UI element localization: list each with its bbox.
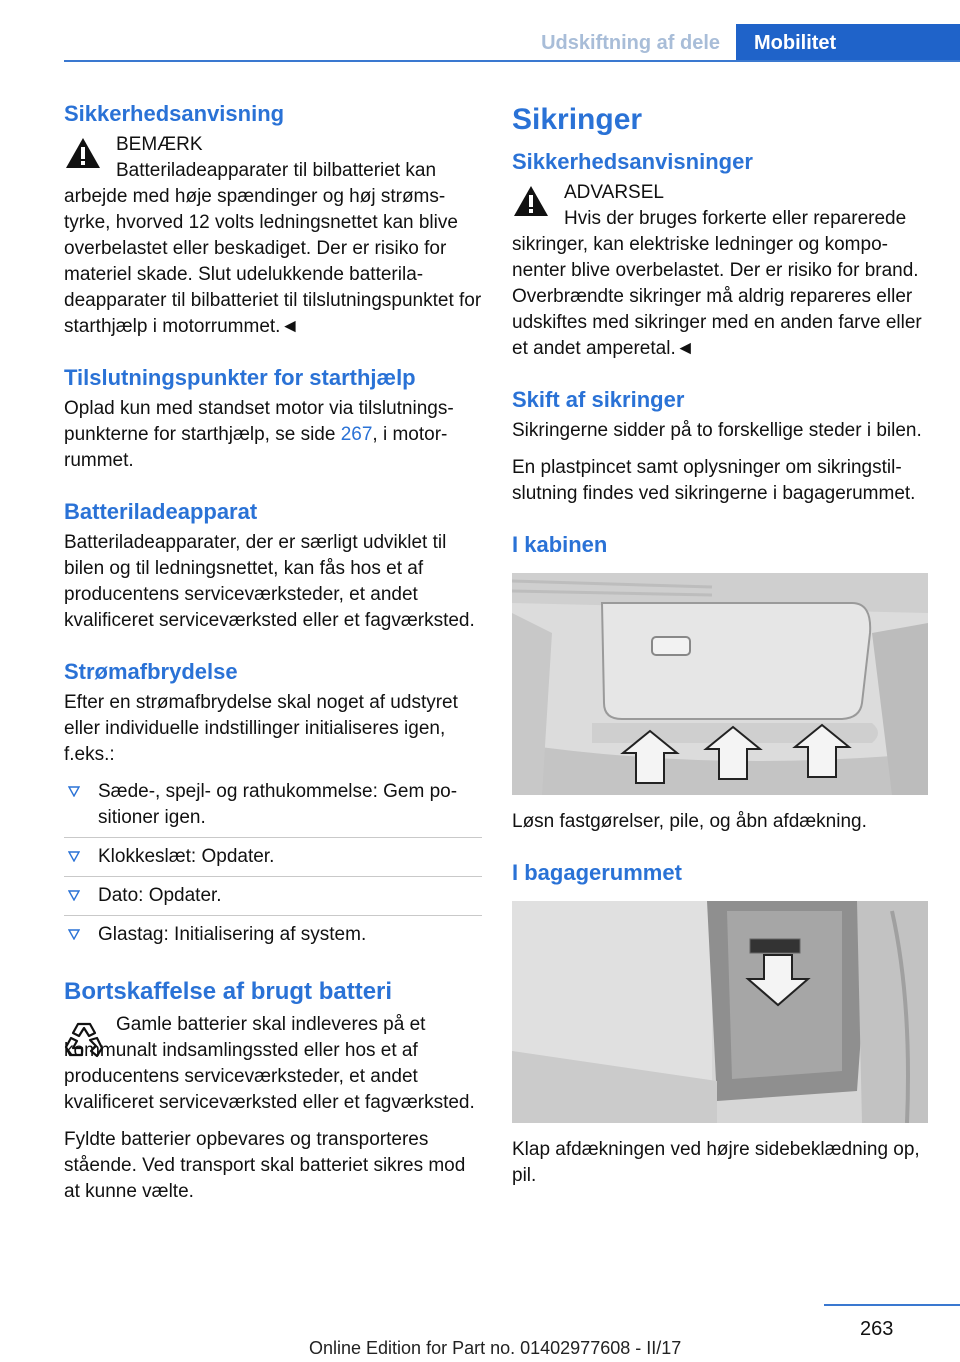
heading-i-kabinen: I kabinen xyxy=(512,532,608,557)
warning-icon xyxy=(512,184,550,218)
glovebox-image xyxy=(512,573,928,795)
running-header-section: Udskiftning af dele xyxy=(541,32,720,54)
warning-label: ADVARSEL xyxy=(564,182,664,203)
triangle-bullet-icon xyxy=(68,851,80,862)
warning-block xyxy=(512,180,930,362)
triangle-bullet-icon xyxy=(68,890,80,901)
header-rule xyxy=(64,60,960,62)
recycle-block xyxy=(64,1012,482,1116)
heading-tilslutningspunkter: Tilslutningspunkter for starthjælp xyxy=(64,365,416,390)
trunk-illustration xyxy=(512,901,928,1123)
footer-rule xyxy=(824,1304,960,1306)
bortskaffelse-text: Gamle batterier skal indleveres på et kommunalt indsamlingssted eller hos et af producentens serviceværksteder, et andet kvalificeret serviceværksted eller et fagværksted. xyxy=(64,1014,475,1113)
recycle-icon xyxy=(64,1018,104,1060)
note-text: Batteriladeapparater til bilbatteriet kan arbejde med høje spændinger og høj strømstyrke, hvorved 12 volts ledningsnettet kan blive overbelastet eller beskadiget. Der er risiko for materiel skade. Slut udelukkende batteriladeapparater til bilbatteriet til tilslutningspunktet for starthjælp i motorrummet.◄ xyxy=(64,160,482,337)
list-item-text: Sæde-, spejl- og rathukommelse: Gem positioner igen. xyxy=(98,781,458,828)
lade-paragraph: Batteriladeapparater, der er særligt udviklet til bilen og til ledningsnettet, kan fås hos et af producentens serviceværksteder, et andet kvalificeret serviceværksted eller et fagværksted. xyxy=(64,532,475,631)
list-item-text: Klokkeslæt: Opdater. xyxy=(98,846,275,867)
heading-sikringer: Sikringer xyxy=(512,103,643,136)
tilslut-paragraph xyxy=(64,396,482,474)
heading-i-bagagerummet: I bagagerummet xyxy=(512,860,682,885)
online-edition-note: Online Edition for Part no. 01402977608 - II/17 xyxy=(309,1338,682,1358)
page-number: 263 xyxy=(860,1318,894,1340)
heading-bortskaffelse: Bortskaffelse af brugt batteri xyxy=(64,978,393,1005)
kabine-caption: Løsn fastgørelser, pile, og åbn afdækning. xyxy=(512,811,867,832)
note-label: BEMÆRK xyxy=(116,134,203,155)
tilslut-text: Oplad kun med standset motor via tilslutningspunkterne for starthjælp, se side xyxy=(64,398,454,445)
left-column xyxy=(64,100,482,1216)
list-item xyxy=(64,844,482,877)
list-item xyxy=(64,883,482,916)
list-item xyxy=(64,922,482,954)
triangle-bullet-icon xyxy=(68,929,80,940)
trunk-image xyxy=(512,901,928,1123)
bortskaffelse-paragraph-2: Fyldte batterier opbevares og transporteres stående. Ved transport skal batteriet sikres mod at kunne vælte. xyxy=(64,1129,466,1202)
heading-batteriladeapparat: Batteriladeapparat xyxy=(64,499,258,524)
right-column xyxy=(512,100,930,1200)
tilslut-text-end: , i motorrummet. xyxy=(64,424,448,471)
cabin-illustration xyxy=(512,573,928,795)
warning-text: Hvis der bruges forkerte eller reparerede sikringer, kan elektriske ledninger og komponenter blive overbelastet. Der er risiko for brand. Overbrændte sikringer må aldrig repareres eller udskiftes med sikringer med en anden farve eller et andet amperetal.◄ xyxy=(512,208,922,359)
bagage-caption: Klap afdækningen ved højre sidebeklædning op, pil. xyxy=(512,1139,920,1186)
warning-icon xyxy=(64,136,102,170)
skift-paragraph-1: Sikringerne sidder på to forskellige steder i bilen. xyxy=(512,420,922,441)
note-block xyxy=(64,132,482,340)
list-item-text: Dato: Opdater. xyxy=(98,885,222,906)
chapter-tab[interactable]: Mobilitet xyxy=(736,24,960,62)
heading-sikkerhedsanvisning: Sikkerhedsanvisning xyxy=(64,101,285,126)
list-item xyxy=(64,779,482,838)
triangle-bullet-icon xyxy=(68,786,80,797)
heading-stromafbrydelse: Strømafbrydelse xyxy=(64,659,238,684)
page-reference-link[interactable]: 267 xyxy=(340,424,373,445)
strom-paragraph: Efter en strømafbrydelse skal noget af udstyret eller individuelle indstillinger initialiseres igen, f.eks.: xyxy=(64,692,458,765)
list-item-text: Glastag: Initialisering af system. xyxy=(98,924,367,945)
heading-sikkerhedsanvisninger: Sikkerhedsanvisninger xyxy=(512,149,753,174)
reset-list xyxy=(64,779,482,954)
heading-skift-af-sikringer: Skift af sikringer xyxy=(512,387,685,412)
skift-paragraph-2: En plastpincet samt oplysninger om sikringstilslutning findes ved sikringerne i bagagerummet. xyxy=(512,457,916,504)
